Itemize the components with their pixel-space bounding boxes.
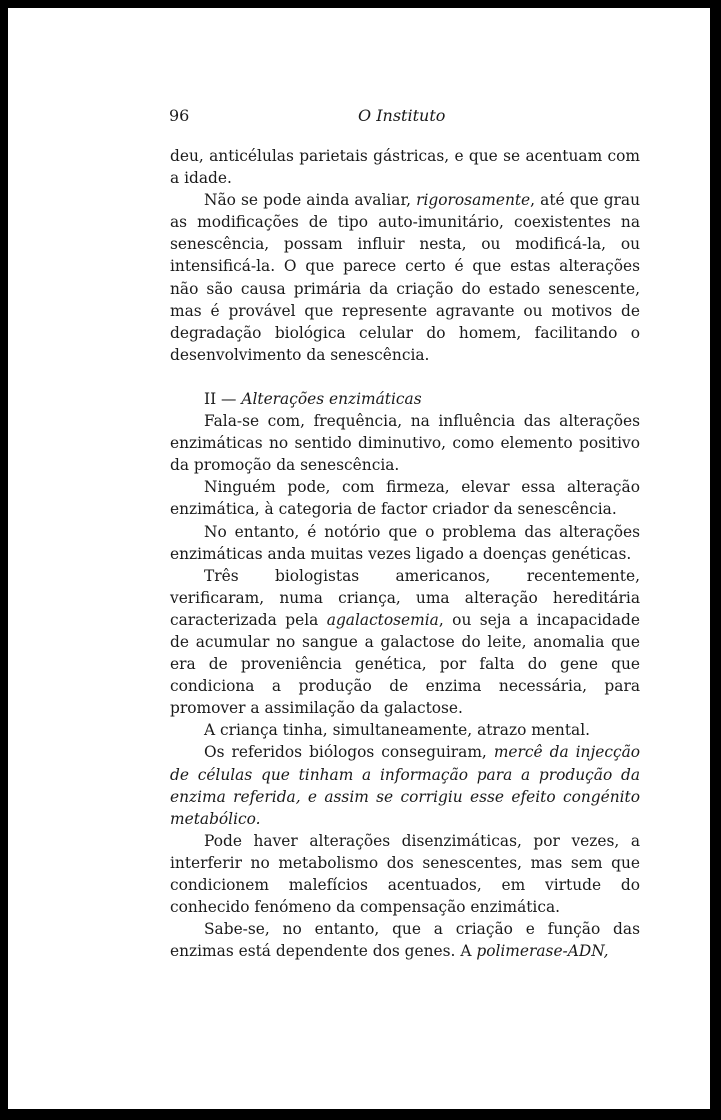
paragraph: Pode haver alterações disenzimáticas, por vezes, a interferir no metabolismo dos senescentes, mas sem que condicionem malefícios acentuados, em virtude do conhecido fenómeno da compensação enzimática. (170, 831, 640, 917)
paragraph (170, 741, 640, 829)
book-page (8, 8, 710, 1109)
section-heading (170, 388, 640, 410)
paragraph (170, 565, 640, 720)
emphasis-text: mercê da injecção de células que tinham a informação para a produção da enzima referida, e assim se corrigiu esse efeito congénito metabólico. (170, 743, 641, 828)
paragraph-text: , ou seja a incapacidade de acumular no sangue a galactose do leite, anomalia que era de proveniência genética, por falta do gene que condiciona a produção de enzima necessária, para promover a assimilação da galactose. (170, 610, 640, 718)
paragraph-text: Três biologistas americanos, recentemente, verificaram, numa criança, uma alteração hereditária caracterizada pela (170, 566, 640, 629)
paragraph: No entanto, é notório que o problema das alterações enzimáticas anda muitas vezes ligado a doenças genéticas. (170, 522, 640, 563)
paragraph (170, 918, 640, 962)
running-title: O Instituto (358, 106, 446, 125)
emphasis-text: agalactosemia (326, 610, 439, 629)
paragraph: A criança tinha, simultaneamente, atrazo mental. (204, 721, 591, 740)
paragraph-text: , até que grau as modificações de tipo auto-imunitário, coexistentes na senescência, possam influir nesta, ou modificá-la, ou intensificá-la. O que parece certo é que estas alterações não são causa primária da criação do estado senescente, mas é provável que represente agravante ou motivos de degradação biológica celular do homem, facilitando o desenvolvimento da senescência. (170, 191, 640, 364)
paragraph-text: Não se pode ainda avaliar, (204, 191, 417, 210)
paragraph-text: Os referidos biólogos conseguiram, (204, 743, 494, 762)
emphasis-text: rigorosamente (416, 191, 531, 210)
emphasis-text: polimerase-ADN, (476, 942, 609, 961)
paragraph: Ninguém pode, com firmeza, elevar essa alteração enzimática, à categoria de factor criador da senescência. (170, 478, 640, 519)
paragraph: Fala-se com, frequência, na influência das alterações enzimáticas no sentido diminutivo, como elemento positivo da promoção da senescência. (170, 412, 640, 475)
section-title: Alterações enzimáticas (241, 389, 422, 408)
paragraph (170, 189, 640, 366)
paragraph-text: Sabe-se, no entanto, que a criação e função das enzimas está dependente dos genes. A (170, 920, 640, 961)
body-text (170, 145, 640, 962)
page-header (168, 106, 710, 128)
page-number: 96 (169, 106, 190, 125)
spacer (170, 366, 640, 388)
paragraph: deu, anticélulas parietais gástricas, e que se acentuam com a idade. (170, 147, 640, 188)
section-number: II — (204, 389, 242, 408)
